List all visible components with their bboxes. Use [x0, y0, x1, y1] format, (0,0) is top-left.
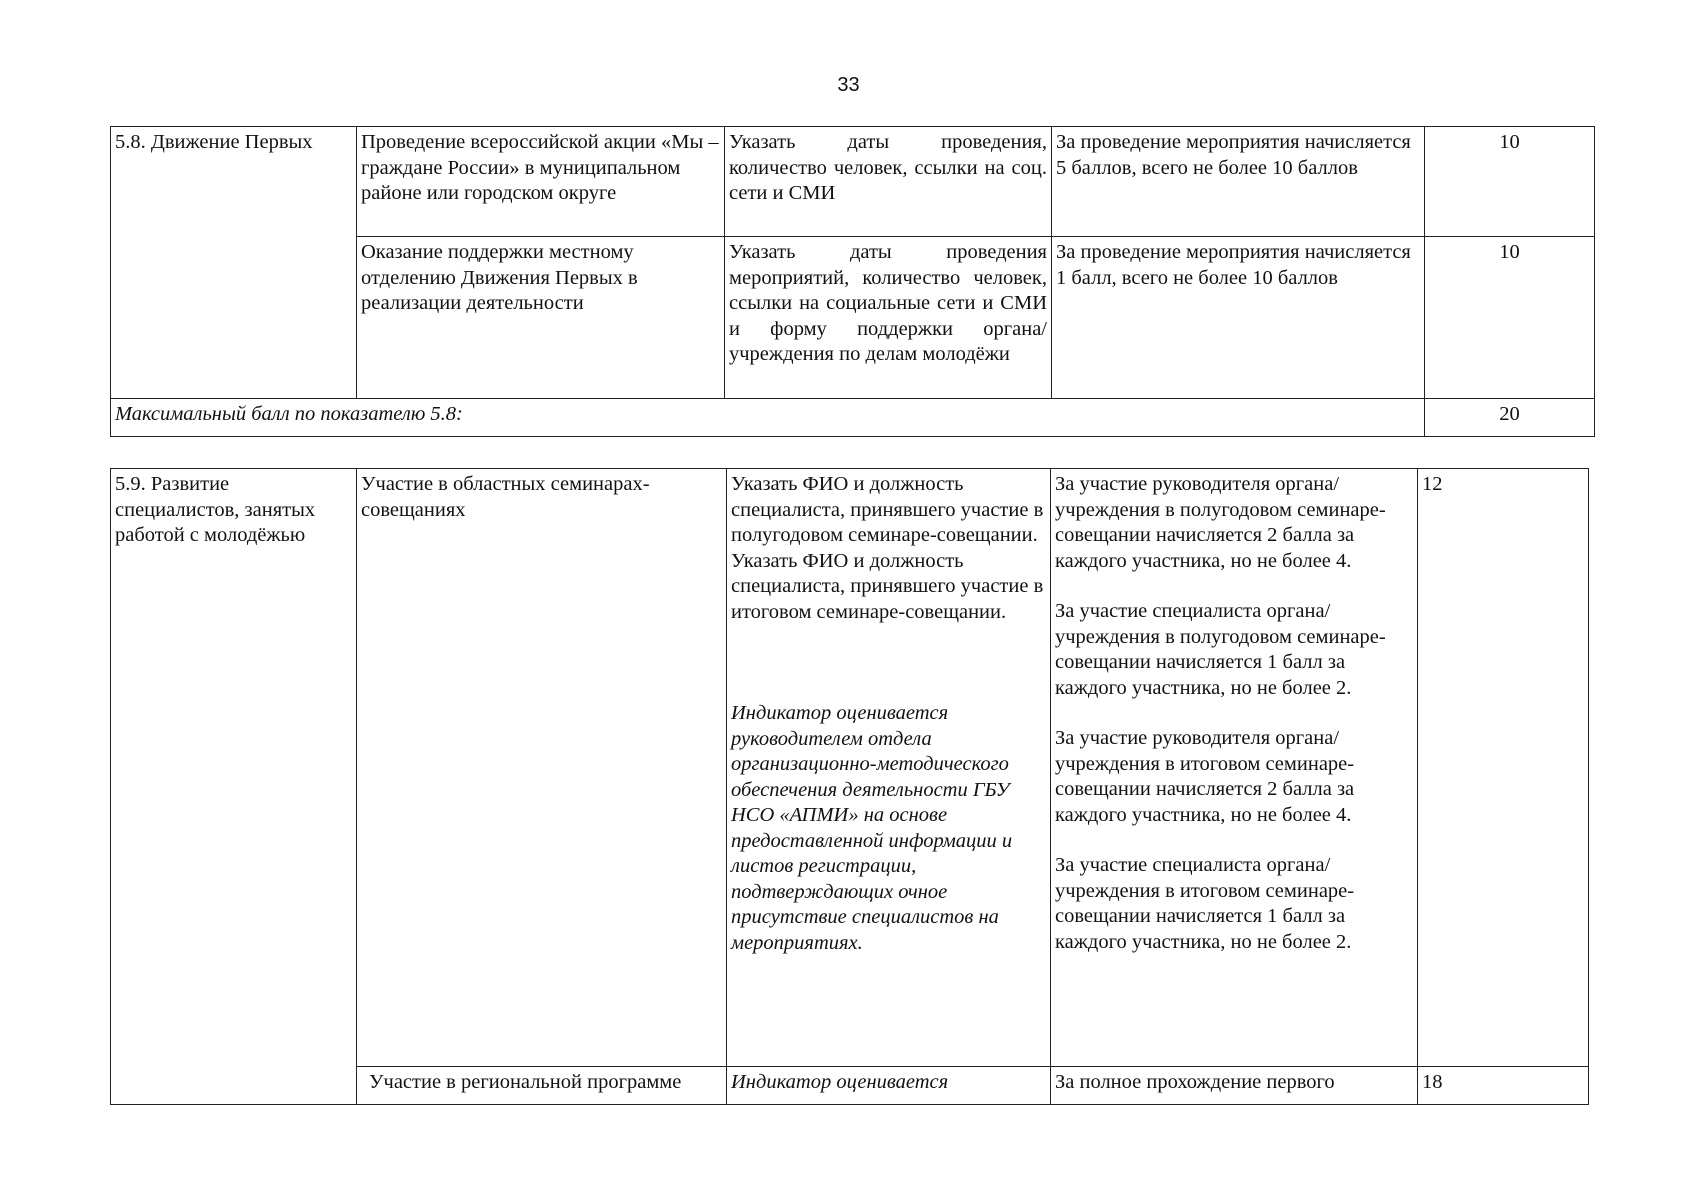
points-cell	[1425, 237, 1595, 399]
scoring-cell	[1052, 127, 1425, 237]
section-label: 5.8. Движение Первых	[115, 131, 313, 153]
requirements-cell	[727, 1067, 1051, 1105]
scoring-cell	[1051, 1067, 1418, 1105]
scoring-paragraph: За участие специалиста органа/учреждения в итоговом семинаре-совещании начисляется 1 балл за каждого участника, но не более 2.	[1055, 854, 1355, 953]
table-section-5-9	[110, 468, 1589, 1105]
activity-cell	[357, 237, 725, 399]
requirements-text: Указать даты проведения, количество человек, ссылки на соц. сети и СМИ	[729, 131, 1047, 204]
requirements-note: Индикатор оценивается	[731, 1071, 949, 1093]
activity-text: Оказание поддержки местному отделению Движения Первых в реализации деятельности	[361, 241, 638, 314]
scoring-paragraph: За участие руководителя органа/учреждения в итоговом семинаре-совещании начисляется 2 балла за каждого участника, но не более 4.	[1055, 727, 1355, 826]
section-label-cell	[111, 127, 357, 399]
scoring-text: За проведение мероприятия начисляется 5 баллов, всего не более 10 баллов	[1056, 131, 1411, 179]
scoring-cell	[1051, 469, 1418, 1067]
points-cell	[1425, 127, 1595, 237]
activity-cell	[357, 127, 725, 237]
points-cell	[1418, 1067, 1589, 1105]
max-score-value: 20	[1499, 403, 1520, 425]
activity-text: Проведение всероссийской акции «Мы – граждане России» в муниципальном районе или городском округе	[361, 131, 719, 204]
activity-cell	[357, 1067, 727, 1105]
points-value: 10	[1499, 241, 1520, 263]
section-label-cell	[111, 469, 357, 1105]
requirements-cell	[727, 469, 1051, 1067]
points-value: 18	[1422, 1071, 1443, 1093]
scoring-paragraph: За участие руководителя органа/учреждения в полугодовом семинаре-совещании начисляется 2 балла за каждого участника, но не более 4.	[1055, 473, 1386, 572]
scoring-paragraph: За участие специалиста органа/учреждения в полугодовом семинаре-совещании начисляется 1 балл за каждого участника, но не более 2.	[1055, 600, 1386, 699]
scoring-text: За проведение мероприятия начисляется 1 балл, всего не более 10 баллов	[1056, 241, 1411, 289]
points-cell	[1418, 469, 1589, 1067]
section-label: 5.9. Развитие специалистов, занятых работой с молодёжью	[115, 473, 316, 546]
points-value: 10	[1499, 131, 1520, 153]
requirements-note: Индикатор оценивается руководителем отдела организационно-методического обеспечения деятельности ГБУ НСО «АПМИ» на основе предоставленной информации и листов регистрации, подтверждающих очное присутствие специалистов на мероприятиях.	[731, 702, 1013, 954]
requirements-cell	[725, 237, 1052, 399]
page-number: 33	[837, 74, 860, 96]
activity-text: Участие в областных семинарах-совещаниях	[361, 473, 650, 521]
table-row-total	[111, 399, 1595, 437]
max-score-label: Максимальный балл по показателю 5.8:	[115, 403, 463, 425]
activity-cell	[357, 469, 727, 1067]
points-value: 12	[1422, 473, 1443, 495]
scoring-cell	[1052, 237, 1425, 399]
max-score-label-cell	[111, 399, 1425, 437]
requirements-text: Указать ФИО и должность специалиста, принявшего участие в полугодовом семинаре-совещании. Указать ФИО и должность специалиста, принявшего участие в итоговом семинаре-совещании.	[731, 473, 1044, 623]
table-row	[111, 127, 1595, 237]
requirements-text: Указать даты проведения мероприятий, количество человек, ссылки на социальные сети и СМИ и форму поддержки органа/учреждения по делам молодёжи	[729, 241, 1047, 365]
requirements-cell	[725, 127, 1052, 237]
scoring-text: За полное прохождение первого	[1055, 1071, 1335, 1093]
max-score-cell	[1425, 399, 1595, 437]
table-row	[111, 469, 1589, 1067]
activity-text: Участие в региональной программе	[369, 1071, 682, 1093]
table-section-5-8	[110, 126, 1595, 437]
